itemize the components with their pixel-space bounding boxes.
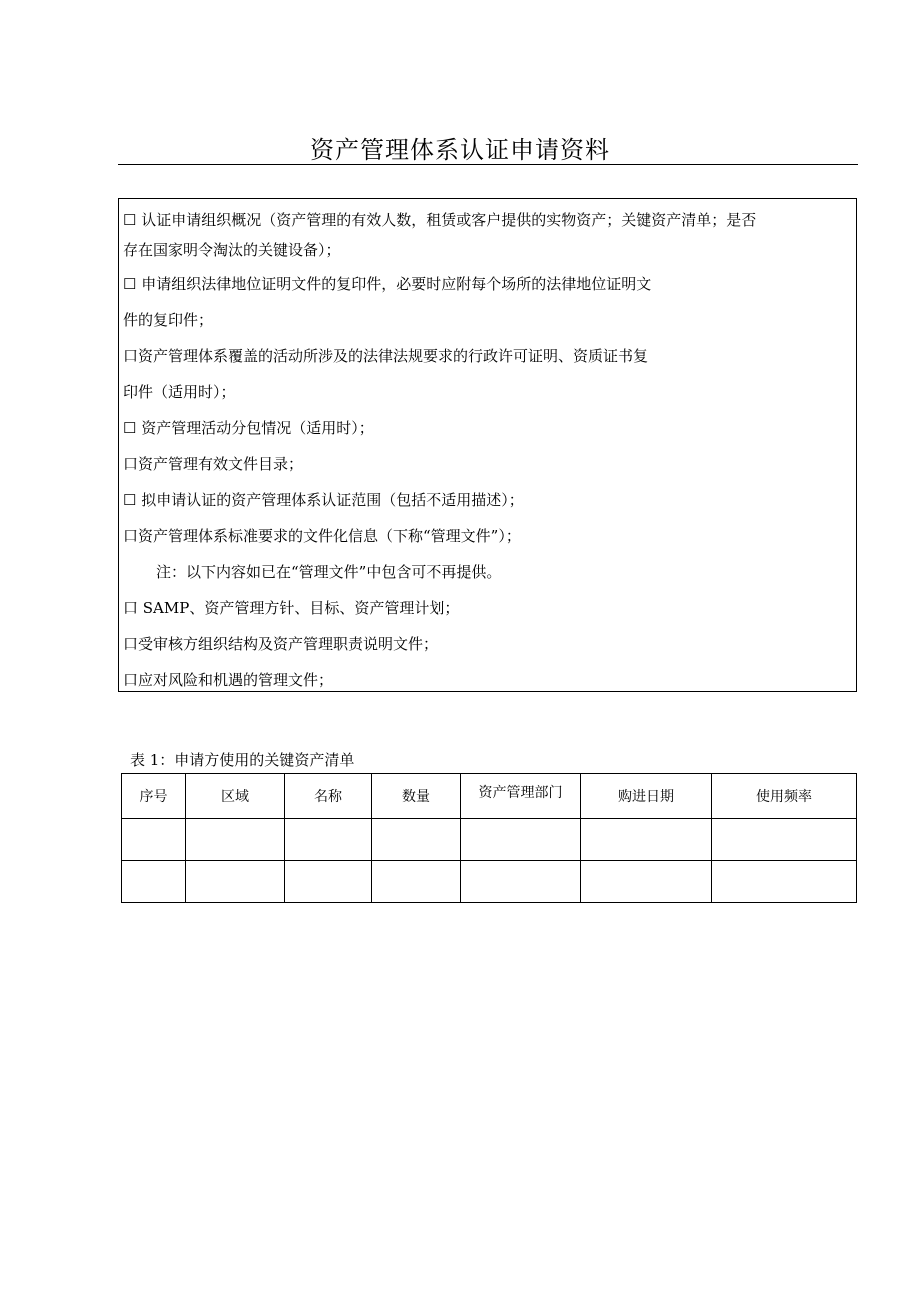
- checklist-note: 注：以下内容如已在“管理文件”中包含可不再提供。: [156, 563, 502, 581]
- table-cell[interactable]: [581, 819, 712, 861]
- table-cell[interactable]: [122, 861, 186, 903]
- table-cell[interactable]: [285, 861, 372, 903]
- column-header: 名称: [285, 774, 372, 819]
- table-row: [122, 861, 857, 903]
- table-cell[interactable]: [186, 861, 285, 903]
- column-header: 购进日期: [581, 774, 712, 819]
- table-cell[interactable]: [712, 861, 857, 903]
- column-header: 资产管理部门: [461, 774, 581, 819]
- checklist-box: [118, 198, 857, 692]
- table-cell[interactable]: [712, 819, 857, 861]
- checklist-line: ☐ 拟申请认证的资产管理体系认证范围（包括不适用描述）；: [123, 491, 524, 509]
- table-cell[interactable]: [285, 819, 372, 861]
- table-cell[interactable]: [461, 861, 581, 903]
- key-assets-table: [121, 773, 857, 903]
- table-cell[interactable]: [186, 819, 285, 861]
- checklist-line: 口应对风险和机遇的管理文件；: [123, 671, 334, 689]
- checklist-line: 件的复印件；: [123, 311, 214, 329]
- table-cell[interactable]: [461, 819, 581, 861]
- checklist-line: ☐ 资产管理活动分包情况（适用时）；: [123, 419, 374, 437]
- column-header: 区域: [186, 774, 285, 819]
- checklist-line: 印件（适用时）；: [123, 383, 236, 401]
- table-caption: 表 1：申请方使用的关键资产清单: [130, 751, 355, 769]
- table-cell[interactable]: [372, 861, 461, 903]
- column-header: 使用频率: [712, 774, 857, 819]
- checklist-line: 口资产管理体系覆盖的活动所涉及的法律法规要求的行政许可证明、资质证书复: [123, 347, 649, 365]
- table-cell[interactable]: [122, 819, 186, 861]
- checklist-line: ☐ 申请组织法律地位证明文件的复印件，必要时应附每个场所的法律地位证明文: [123, 275, 652, 293]
- table-row: [122, 819, 857, 861]
- checklist-line: 口 SAMP、资产管理方针、目标、资产管理计划；: [123, 599, 460, 617]
- column-header: 序号: [122, 774, 186, 819]
- table-cell[interactable]: [372, 819, 461, 861]
- checklist-line: 口资产管理有效文件目录；: [123, 455, 304, 473]
- checklist-line: 口资产管理体系标准要求的文件化信息（下称“管理文件”）；: [123, 527, 521, 545]
- checklist-line: ☐ 认证申请组织概况（资产管理的有效人数，租赁或客户提供的实物资产；关键资产清单；是否: [123, 211, 757, 229]
- column-header: 数量: [372, 774, 461, 819]
- title-divider: [118, 164, 858, 165]
- table-header-row: [122, 774, 857, 819]
- checklist-line: 口受审核方组织结构及资产管理职责说明文件；: [123, 635, 439, 653]
- table-cell[interactable]: [581, 861, 712, 903]
- document-title: 资产管理体系认证申请资料: [310, 136, 610, 164]
- checklist-line: 存在国家明令淘汰的关键设备）；: [123, 241, 341, 259]
